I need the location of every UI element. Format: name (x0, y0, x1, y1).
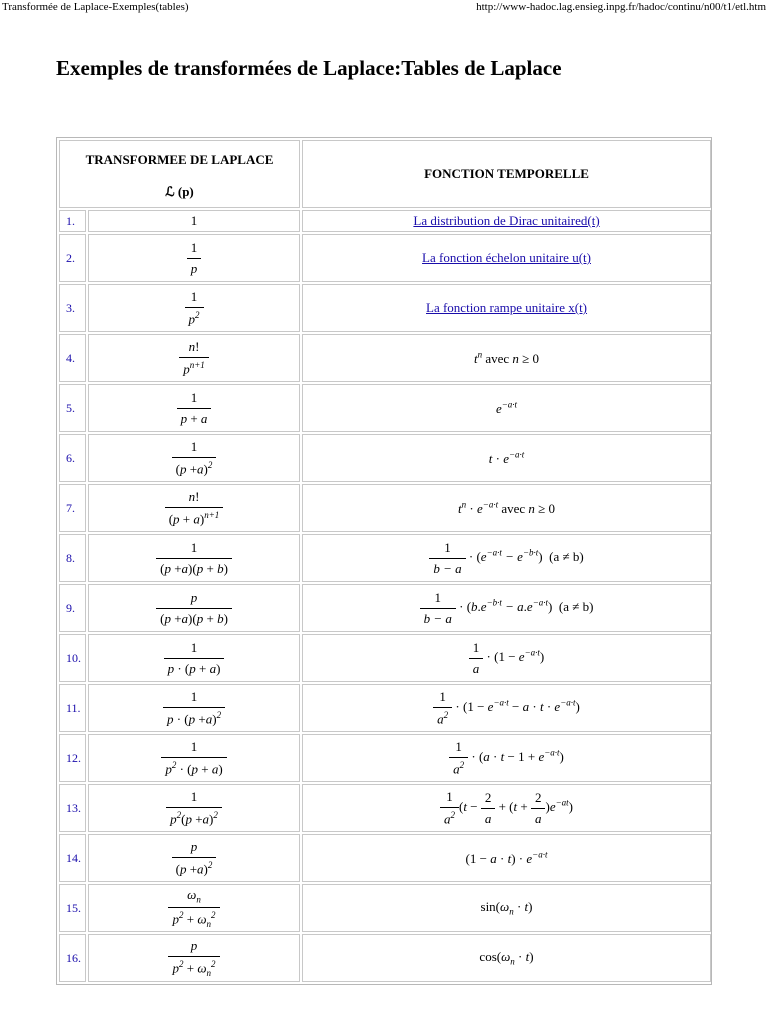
time-cell: $\frac{1}{a^2}$ (t − $\frac{2}{a}$ + (t + $\frac{2}{a}$ )$e^{-at}$) (302, 784, 711, 832)
row-number: 4. (59, 334, 86, 382)
table-row (59, 584, 711, 632)
time-cell: $\frac{1}{a^2}$ · $(1 - e^{-a\cdot t} - a \cdot t \cdot e^{-a\cdot t})$ (302, 684, 711, 732)
page-url: http://www-hadoc.lag.ensieg.inpg.fr/hadoc/continu/n00/t1/etl.htm (476, 1, 766, 13)
time-cell: $\frac{1}{b - a}$ · $(b.e^{-b\cdot t} - a.e^{-a\cdot t}) (a \ne b)$ (302, 584, 711, 632)
table-row (59, 684, 711, 732)
table-row (59, 634, 711, 682)
laplace-cell: $\frac{p}{(p +a)^2}$ (88, 834, 300, 882)
time-cell: $\sin(\omega_n \cdot t)$ (302, 884, 711, 932)
laplace-cell: $\frac{1}{(p +a)(p + b)}$ (88, 534, 300, 582)
time-cell: $\frac{1}{a}$ · $(1 - e^{-a\cdot t})$ (302, 634, 711, 682)
document-title: Transformée de Laplace-Exemples(tables) (2, 1, 189, 13)
table-row (59, 384, 711, 432)
table-row (59, 884, 711, 932)
time-cell (302, 284, 711, 332)
avec-text-2: avec (501, 500, 526, 516)
laplace-cell: $\frac{\omega_n}{p^2 + \omega_n^2}$ (88, 884, 300, 932)
laplace-cell: $\frac{n!}{p^{n+1}}$ (88, 334, 300, 382)
condition-ab: (a ≠ b) (549, 548, 584, 564)
time-cell: $e^{-a\cdot t}$ (302, 384, 711, 432)
time-cell: $t \cdot e^{-a\cdot t}$ (302, 434, 711, 482)
table-row (59, 534, 711, 582)
table-row (59, 284, 711, 332)
table-row (59, 334, 711, 382)
table-row (59, 434, 711, 482)
laplace-symbol: ℒ (p) (165, 184, 194, 199)
row-number: 5. (59, 384, 86, 432)
laplace-cell: $\frac{1}{(p +a)^2}$ (88, 434, 300, 482)
ramp-link[interactable]: La fonction rampe unitaire x(t) (426, 300, 588, 315)
row-number: 8. (59, 534, 86, 582)
row-number: 2. (59, 234, 86, 282)
row-number: 13. (59, 784, 86, 832)
time-cell: $(1 - a \cdot t) \cdot e^{-a\cdot t}$ (302, 834, 711, 882)
row-number: 12. (59, 734, 86, 782)
row-number: 9. (59, 584, 86, 632)
row-number: 7. (59, 484, 86, 532)
time-cell: $\frac{1}{b - a}$ · $(e^{-a\cdot t} - e^{-b\cdot t}) (a \ne b)$ (302, 534, 711, 582)
row-number: 16. (59, 934, 86, 982)
table-row (59, 484, 711, 532)
condition-ab-2: (a ≠ b) (558, 598, 594, 614)
time-cell: $\frac{1}{a^2}$ · $(a \cdot t - 1 + e^{-a\cdot t})$ (302, 734, 711, 782)
avec-text: avec (485, 350, 510, 366)
laplace-table (57, 138, 713, 984)
laplace-cell: $\frac{1}{p}$ (88, 234, 300, 282)
laplace-cell: $\frac{1}{p^2 \cdot (p + a)}$ (88, 734, 300, 782)
table-row (59, 834, 711, 882)
row-number: 1. (59, 210, 86, 232)
table-row (59, 784, 711, 832)
time-cell (302, 234, 711, 282)
row-number: 3. (59, 284, 86, 332)
laplace-cell: $\frac{1}{p \cdot (p +a)^2}$ (88, 684, 300, 732)
laplace-cell: $\frac{1}{p^2(p +a)^2}$ (88, 784, 300, 832)
time-cell: $\cos(\omega_n \cdot t)$ (302, 934, 711, 982)
laplace-table-container (56, 137, 712, 985)
header-laplace-transform (59, 140, 300, 208)
step-link[interactable]: La fonction échelon unitaire u(t) (422, 250, 591, 265)
dirac-link[interactable]: La distribution de Dirac unitaired(t) (413, 213, 600, 228)
row-number: 11. (59, 684, 86, 732)
table-row (59, 934, 711, 982)
laplace-cell: $\frac{n!}{(p + a)^{n+1}}$ (88, 484, 300, 532)
laplace-cell: $\frac{p}{p^2 + \omega_n^2}$ (88, 934, 300, 982)
laplace-cell: 1 (88, 210, 300, 232)
page-title: Exemples de transformées de Laplace:Tables de Laplace (56, 56, 562, 80)
print-header (0, 0, 768, 16)
time-cell: $t^n$ avec n ≥ 0 (302, 334, 711, 382)
time-cell: $t^n \cdot e^{-a\cdot t}$ avec n ≥ 0 (302, 484, 711, 532)
table-row (59, 234, 711, 282)
laplace-cell: $\frac{1}{p \cdot (p + a)}$ (88, 634, 300, 682)
row-number: 6. (59, 434, 86, 482)
table-row (59, 734, 711, 782)
row-number: 10. (59, 634, 86, 682)
row-number: 14. (59, 834, 86, 882)
header-laplace-label: TRANSFORMEE DE LAPLACE (85, 152, 274, 167)
laplace-cell: $\frac{1}{p + a}$ (88, 384, 300, 432)
table-header-row (59, 140, 711, 208)
row-number: 15. (59, 884, 86, 932)
laplace-cell: $\frac{1}{p^2}$ (88, 284, 300, 332)
header-time-function: FONCTION TEMPORELLE (302, 140, 711, 208)
laplace-cell: $\frac{p}{(p +a)(p + b)}$ (88, 584, 300, 632)
time-cell (302, 210, 711, 232)
table-row (59, 210, 711, 232)
